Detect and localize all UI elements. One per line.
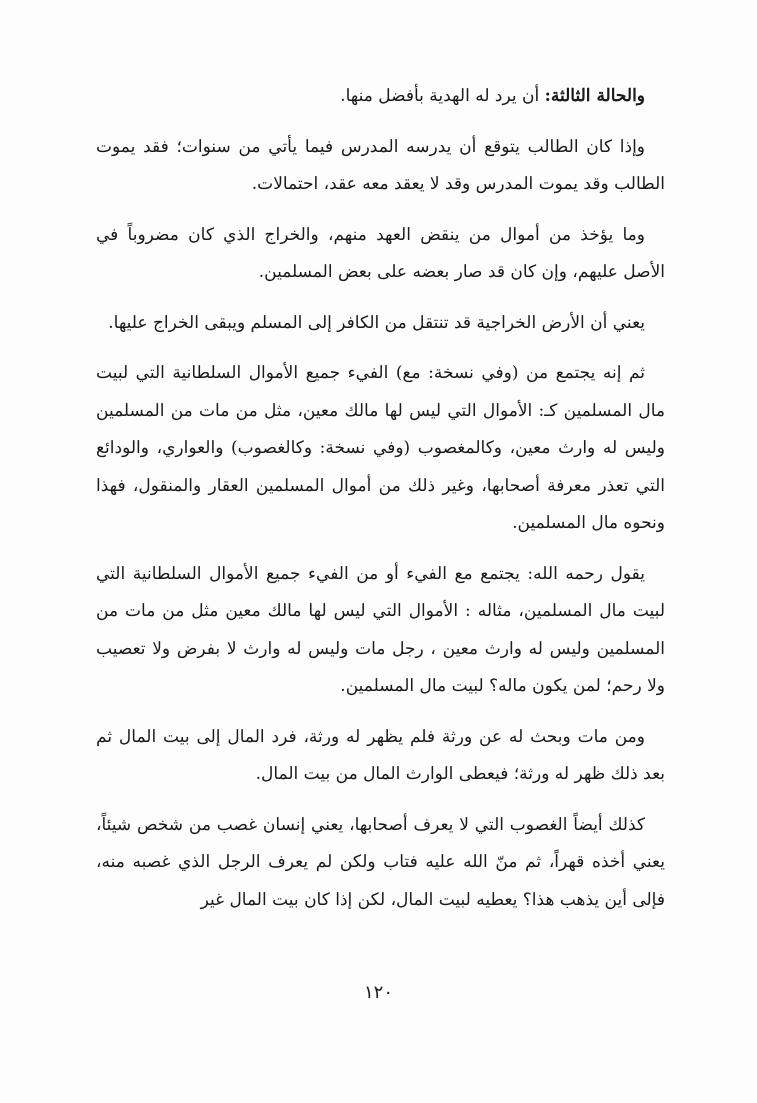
body-text: [96, 78, 665, 932]
paragraph-2: [96, 129, 665, 204]
paragraph-5: [96, 355, 665, 543]
paragraph-1: [96, 78, 665, 116]
paragraph-7: [96, 719, 665, 794]
paragraph-text: وما يؤخذ من أموال من ينقض العهد منهم، والخراج الذي كان مضروباً في الأصل عليهم، وإن كان قد صار بعضه على بعض المسلمين.: [96, 224, 665, 282]
paragraph-text: كذلك أيضاً الغصوب التي لا يعرف أصحابها، يعني إنسان غصب من شخص شيئاً، يعني أخذه قهراً، ثم منّ الله عليه فتاب ولكن لم يعرف الرجل الذي غصبه منه، فإلى أين يذهب هذا؟ يعطيه لبيت المال، لكن إذا كان بيت المال غير: [96, 814, 665, 910]
paragraph-text: ثم إنه يجتمع من (وفي نسخة: مع) الفيء جميع الأموال السلطانية التي لبيت مال المسلمين كـ: الأموال التي ليس لها مالك معين، مثل من مات من المسلمين وليس له وارث معين، وكالمغصوب (وفي نسخة: وكالغصوب) والعواري، والودائع التي تعذر معرفة أصحابها، وغير ذلك من أموال المسلمين العقار والمنقول، فهذا ونحوه مال المسلمين.: [96, 363, 665, 533]
paragraph-3: [96, 217, 665, 292]
paragraph-8: [96, 807, 665, 920]
page-number: ١٢٠: [363, 982, 393, 1003]
paragraph-text: أن يرد له الهدية بأفضل منها.: [340, 86, 545, 106]
paragraph-lead: والحالة الثالثة:: [544, 86, 645, 106]
paragraph-4: [96, 305, 665, 343]
paragraph-text: ومن مات وبحث له عن ورثة فلم يظهر له ورثة، فرد المال إلى بيت المال ثم بعد ذلك ظهر له ورثة؛ فيعطى الوارث المال من بيت المال.: [96, 726, 665, 784]
paragraph-text: يعني أن الأرض الخراجية قد تنتقل من الكافر إلى المسلم ويبقى الخراج عليها.: [108, 312, 645, 333]
paragraph-text: يقول رحمه الله: يجتمع مع الفيء أو من الفيء جميع الأموال السلطانية التي لبيت مال المسلمين، مثاله : الأموال التي ليس لها مالك معين مثل من مات من المسلمين وليس له وارث معين ، رجل مات وليس له وارث لا بفرض ولا تعصيب ولا رحم؛ لمن يكون ماله؟ لبيت مال المسلمين.: [96, 563, 665, 696]
paragraph-text: وإذا كان الطالب يتوقع أن يدرسه المدرس فيما يأتي من سنوات؛ فقد يموت الطالب وقد يموت المدرس وقد لا يعقد معه عقد، احتمالات.: [96, 136, 665, 194]
paragraph-6: [96, 556, 665, 706]
